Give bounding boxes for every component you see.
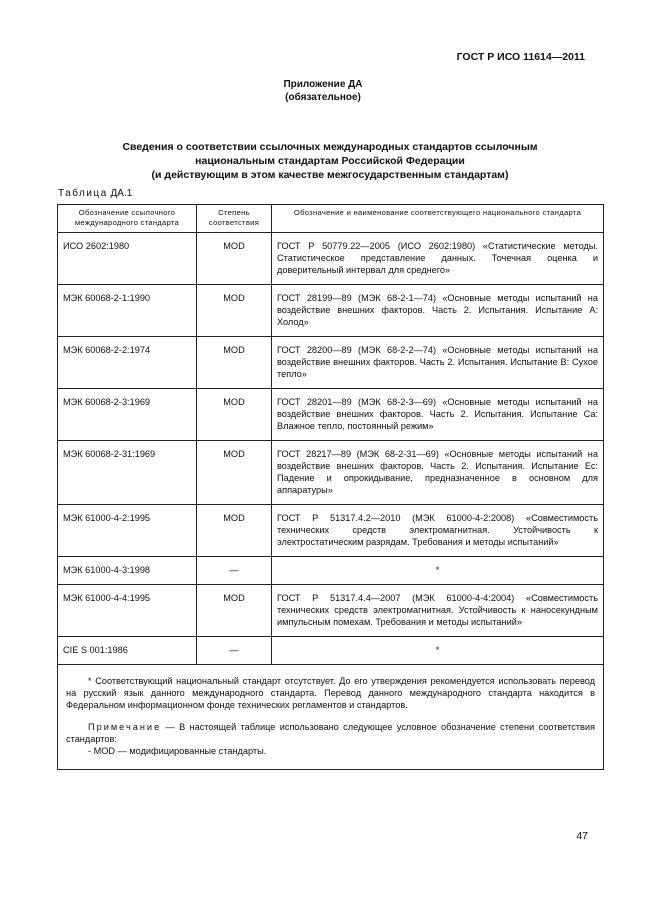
cell-degree: MOD xyxy=(197,337,272,389)
document-id: ГОСТ Р ИСО 11614—2011 xyxy=(456,51,585,63)
table-caption-number: ДА.1 xyxy=(110,188,133,199)
cell-degree: MOD xyxy=(197,233,272,285)
cell-degree: MOD xyxy=(197,285,272,337)
table-row xyxy=(58,441,604,505)
table-row xyxy=(58,505,604,557)
table-caption-word: Таблица xyxy=(58,188,108,199)
standards-table xyxy=(57,204,604,770)
cell-national: ГОСТ 28201—89 (МЭК 68-2-3—69) «Основные методы испытаний на воздействие внешних факторов. Часть 2. Испытания. Испытание Са: Влажное тепло, постоянный режим» xyxy=(272,389,604,441)
header-intl-standard: Обозначение ссылочного международного стандарта xyxy=(58,205,197,233)
cell-intl: МЭК 60068-2-2:1974 xyxy=(58,337,197,389)
header-degree: Степень соответствия xyxy=(197,205,272,233)
cell-national: ГОСТ 28217—89 (МЭК 68-2-31—69) «Основные методы испытаний на воздействие внешних факторов. Часть 2. Испытания. Испытание Ес: Падение и опрокидывание, предназначенное в основном для аппаратуры» xyxy=(272,441,604,505)
section-title-line-3: (и действующим в этом качестве межгосударственным стандартам) xyxy=(151,169,509,181)
table-footnote-cell xyxy=(58,665,604,770)
cell-national: ГОСТ 28199—89 (МЭК 68-2-1—74) «Основные методы испытаний на воздействие внешних факторов. Часть 2. Испытания. Испытание А: Холод» xyxy=(272,285,604,337)
table-row xyxy=(58,285,604,337)
section-title-line-2: национальным стандартам Российской Федерации xyxy=(195,155,465,167)
cell-intl: МЭК 60068-2-3:1969 xyxy=(58,389,197,441)
annex-heading xyxy=(0,79,646,104)
annex-status: (обязательное) xyxy=(285,91,361,103)
section-title xyxy=(40,140,620,182)
cell-degree: — xyxy=(197,637,272,665)
cell-national: ГОСТ 28200—89 (МЭК 68-2-2—74) «Основные методы испытаний на воздействие внешних факторов. Часть 2. Испытания. Испытание В: Сухое тепло» xyxy=(272,337,604,389)
cell-degree: — xyxy=(197,557,272,585)
note-text: — В настоящей таблице использовано следующее условное обозначение степени соответствия стандартов: xyxy=(66,722,595,744)
page-number: 47 xyxy=(576,830,588,842)
cell-intl: CIE S 001:1986 xyxy=(58,637,197,665)
table-row xyxy=(58,389,604,441)
header-national-standard: Обозначение и наименование соответствующего национального стандарта xyxy=(272,205,604,233)
table-row xyxy=(58,337,604,389)
table-row xyxy=(58,233,604,285)
table-row xyxy=(58,585,604,637)
cell-intl: МЭК 61000-4-2:1995 xyxy=(58,505,197,557)
cell-national: ГОСТ Р 51317.4.4—2007 (МЭК 61000-4-4:2004) «Совместимость технических средств электромагнитная. Устойчивость к наносекундным импульсным помехам. Требования и методы испытаний» xyxy=(272,585,604,637)
table-row xyxy=(58,557,604,585)
section-title-line-1: Сведения о соответствии ссылочных международных стандартов ссылочным xyxy=(122,141,538,153)
cell-intl: МЭК 60068-2-31:1969 xyxy=(58,441,197,505)
cell-intl: МЭК 60068-2-1:1990 xyxy=(58,285,197,337)
cell-national: ГОСТ Р 51317.4.2—2010 (МЭК 61000-4-2:2008) «Совместимость технических средств электромагнитная. Устойчивость к электростатическим разрядам. Требования и методы испытаний» xyxy=(272,505,604,557)
table-caption xyxy=(58,188,132,199)
note-label: Примечание xyxy=(88,722,162,732)
note-paragraph xyxy=(66,721,595,745)
cell-intl: ИСО 2602:1980 xyxy=(58,233,197,285)
table-row xyxy=(58,637,604,665)
table-header-row xyxy=(58,205,604,233)
cell-degree: MOD xyxy=(197,585,272,637)
cell-degree: MOD xyxy=(197,441,272,505)
cell-national: * xyxy=(272,557,604,585)
table-footnote-row xyxy=(58,665,604,770)
annex-title: Приложение ДА xyxy=(283,79,363,90)
cell-national: * xyxy=(272,637,604,665)
cell-intl: МЭК 61000-4-3:1998 xyxy=(58,557,197,585)
cell-intl: МЭК 61000-4-4:1995 xyxy=(58,585,197,637)
note-item: - MOD — модифицированные стандарты. xyxy=(88,746,267,756)
cell-degree: MOD xyxy=(197,389,272,441)
cell-national: ГОСТ Р 50779.22—2005 (ИСО 2602:1980) «Статистические методы. Статистическое представление данных. Точечная оценка и доверительный интервал для среднего» xyxy=(272,233,604,285)
cell-degree: MOD xyxy=(197,505,272,557)
footnote-text: * Соответствующий национальный стандарт отсутствует. До его утверждения рекомендуется использовать перевод на русский язык данного международного стандарта. Перевод данного международного стандарта находится в Федеральном информационном фонде технических регламентов и стандартов. xyxy=(66,676,595,710)
